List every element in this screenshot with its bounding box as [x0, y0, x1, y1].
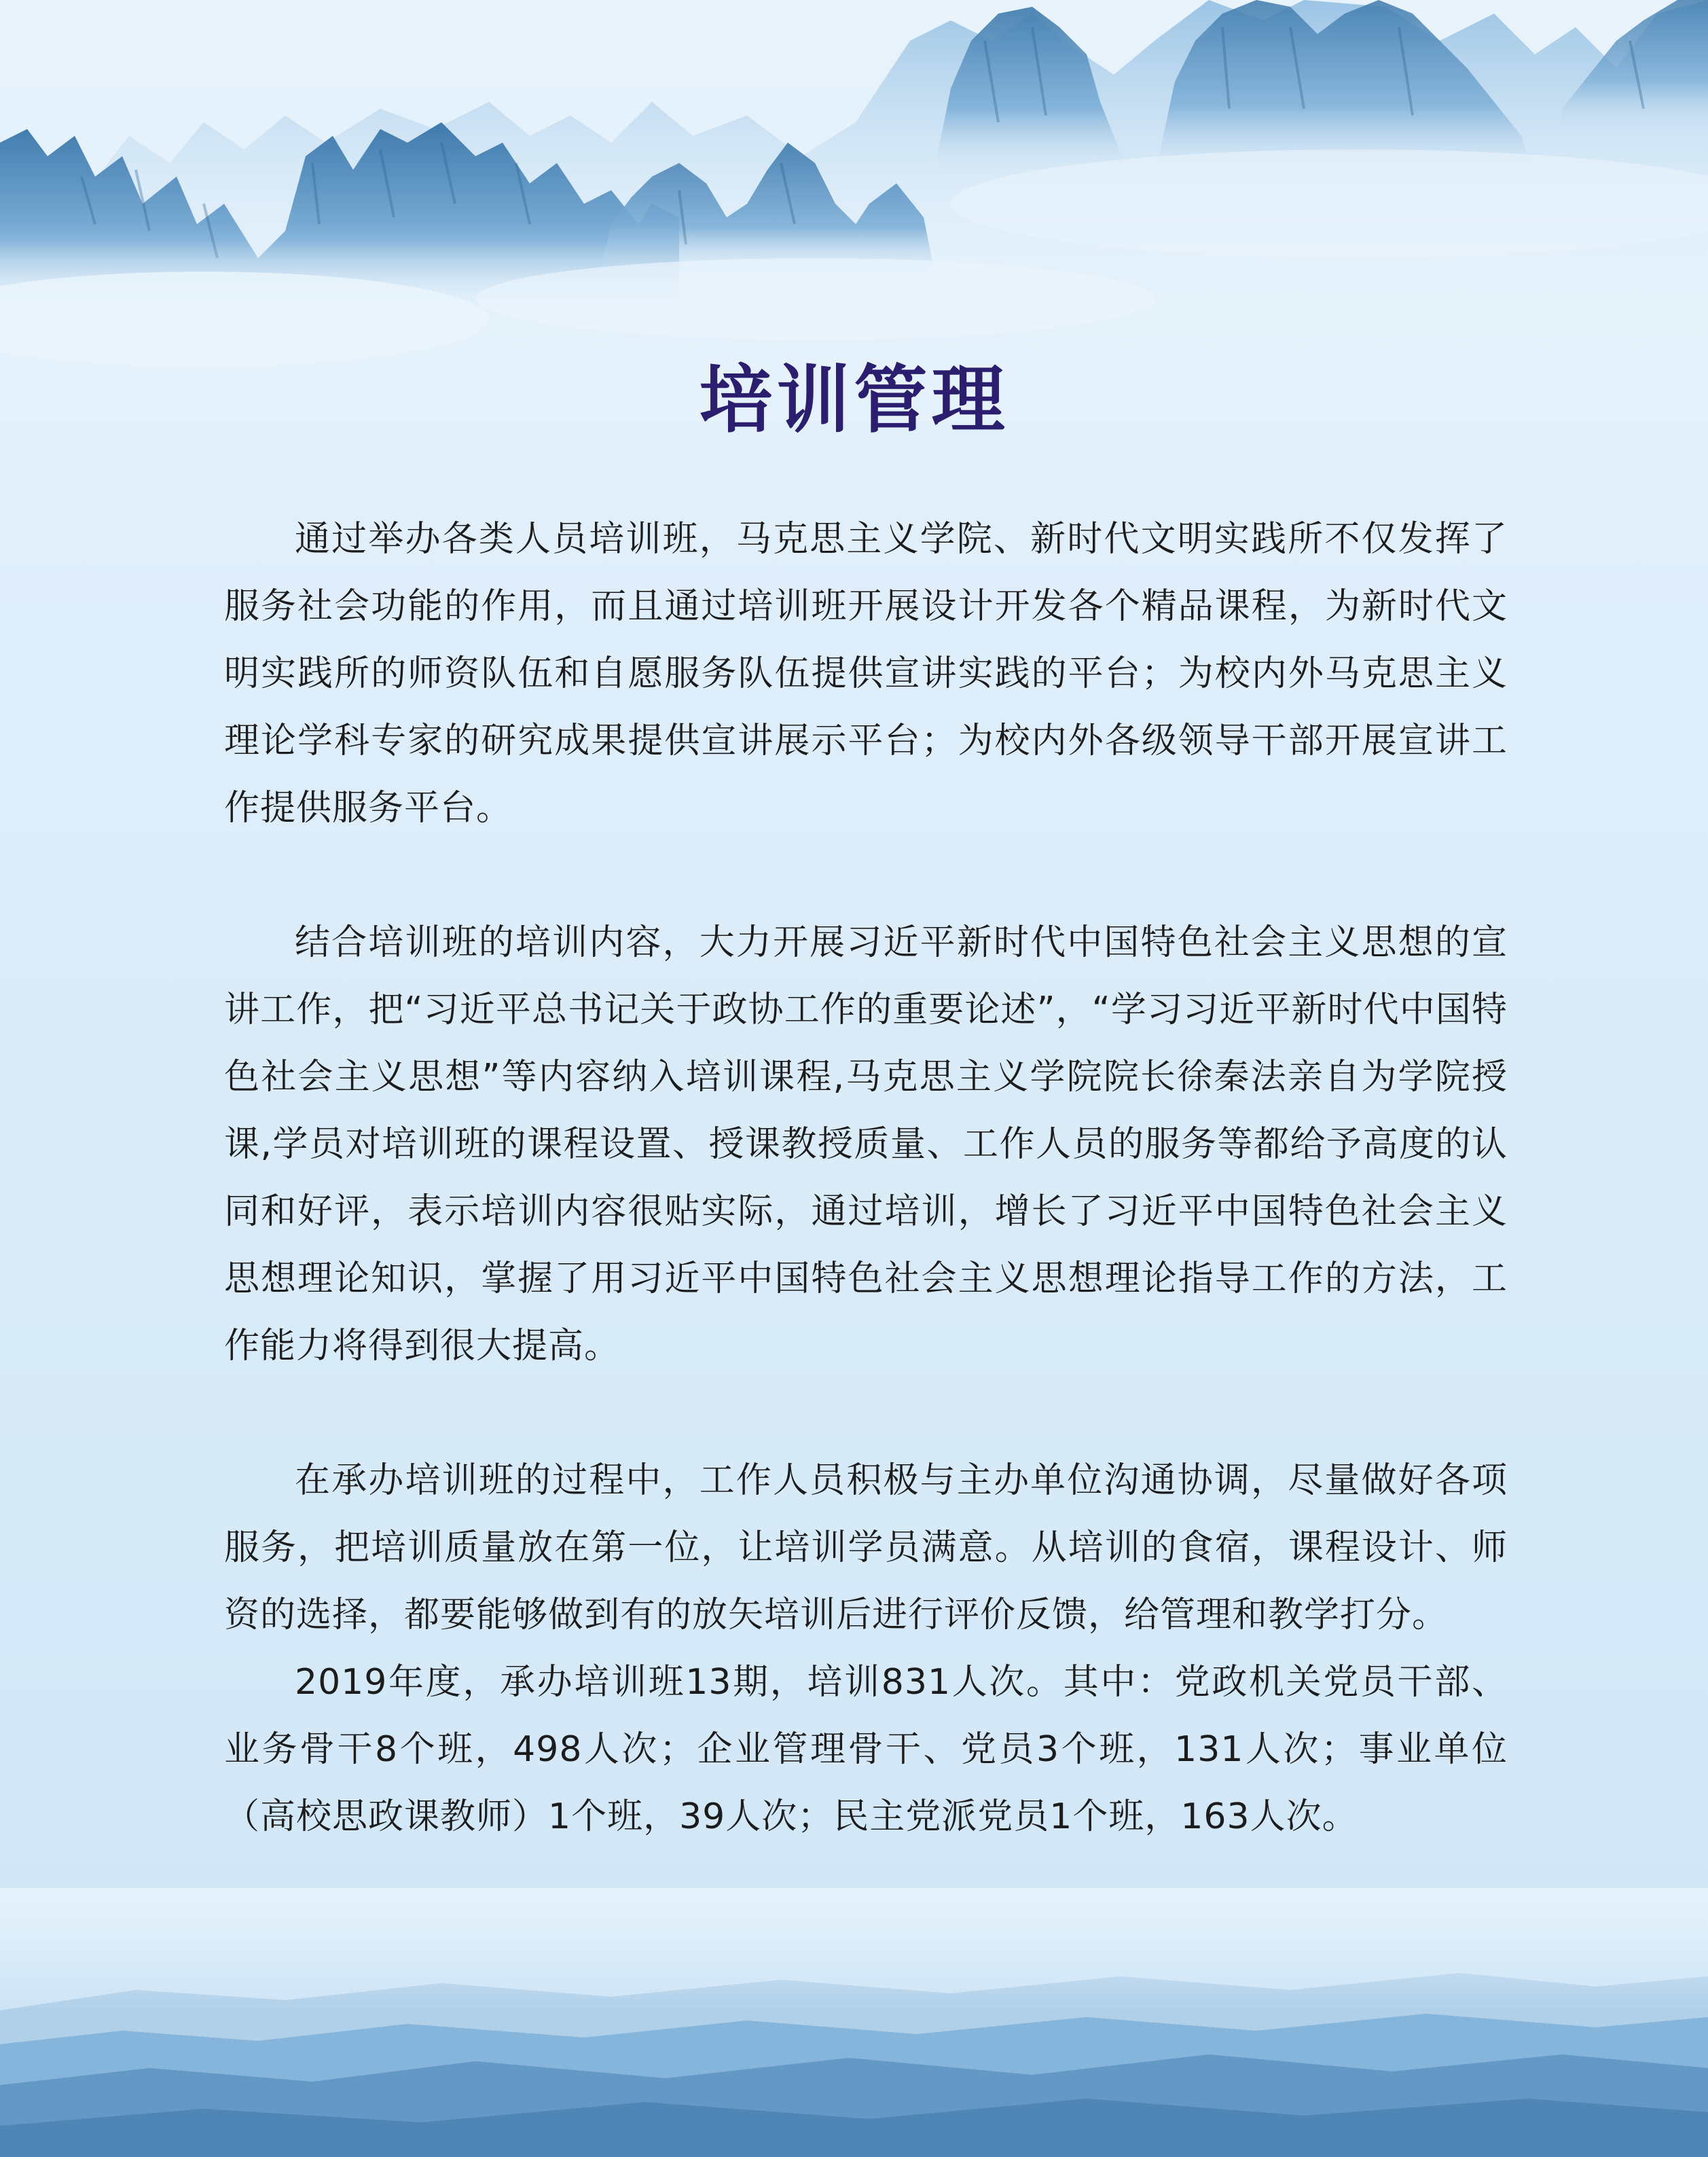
paragraph-intro: 通过举办各类人员培训班，马克思主义学院、新时代文明实践所不仅发挥了服务社会功能的作用，而且通过培训班开展设计开发各个精品课程，为新时代文明实践所的师资队伍和自愿服务队伍提供宣讲实践的平台；为校内外马克思主义理论学科专家的研究成果提供宣讲展示平台；为校内外各级领导干部开展宣讲工作提供服务平台。	[224, 519, 1508, 829]
page-title: 培训管理	[699, 358, 1009, 443]
paragraph-content: 结合培训班的培训内容，大力开展习近平新时代中国特色社会主义思想的宣讲工作，把“习近平总书记关于政协工作的重要论述”，“学习习近平新时代中国特色社会主义思想”等内容纳入培训课程,马克思主义学院院长徐秦法亲自为学院授课,学员对培训班的课程设置、授课教授质量、工作人员的服务等都给予高度的认同和好评，表示培训内容很贴实际，通过培训，增长了习近平中国特色社会主义思想理论知识，掌握了用习近平中国特色社会主义思想理论指导工作的方法，工作能力将得到很大提高。	[224, 922, 1508, 1366]
article-body	[224, 506, 1508, 1851]
mountain-bottom-illustration	[0, 1888, 1708, 2157]
paragraph-service: 在承办培训班的过程中，工作人员积极与主办单位沟通协调，尽量做好各项服务，把培训质量放在第一位，让培训学员满意。从培训的食宿，课程设计、师资的选择，都要能够做到有的放矢培训后进行评价反馈，给管理和教学打分。	[224, 1460, 1508, 1635]
paragraph-statistics: 2019年度，承办培训班13期，培训831人次。其中：党政机关党员干部、业务骨干8个班，498人次；企业管理骨干、党员3个班，131人次；事业单位（高校思政课教师）1个班，39人次；民主党派党员1个班，163人次。	[224, 1662, 1508, 1837]
